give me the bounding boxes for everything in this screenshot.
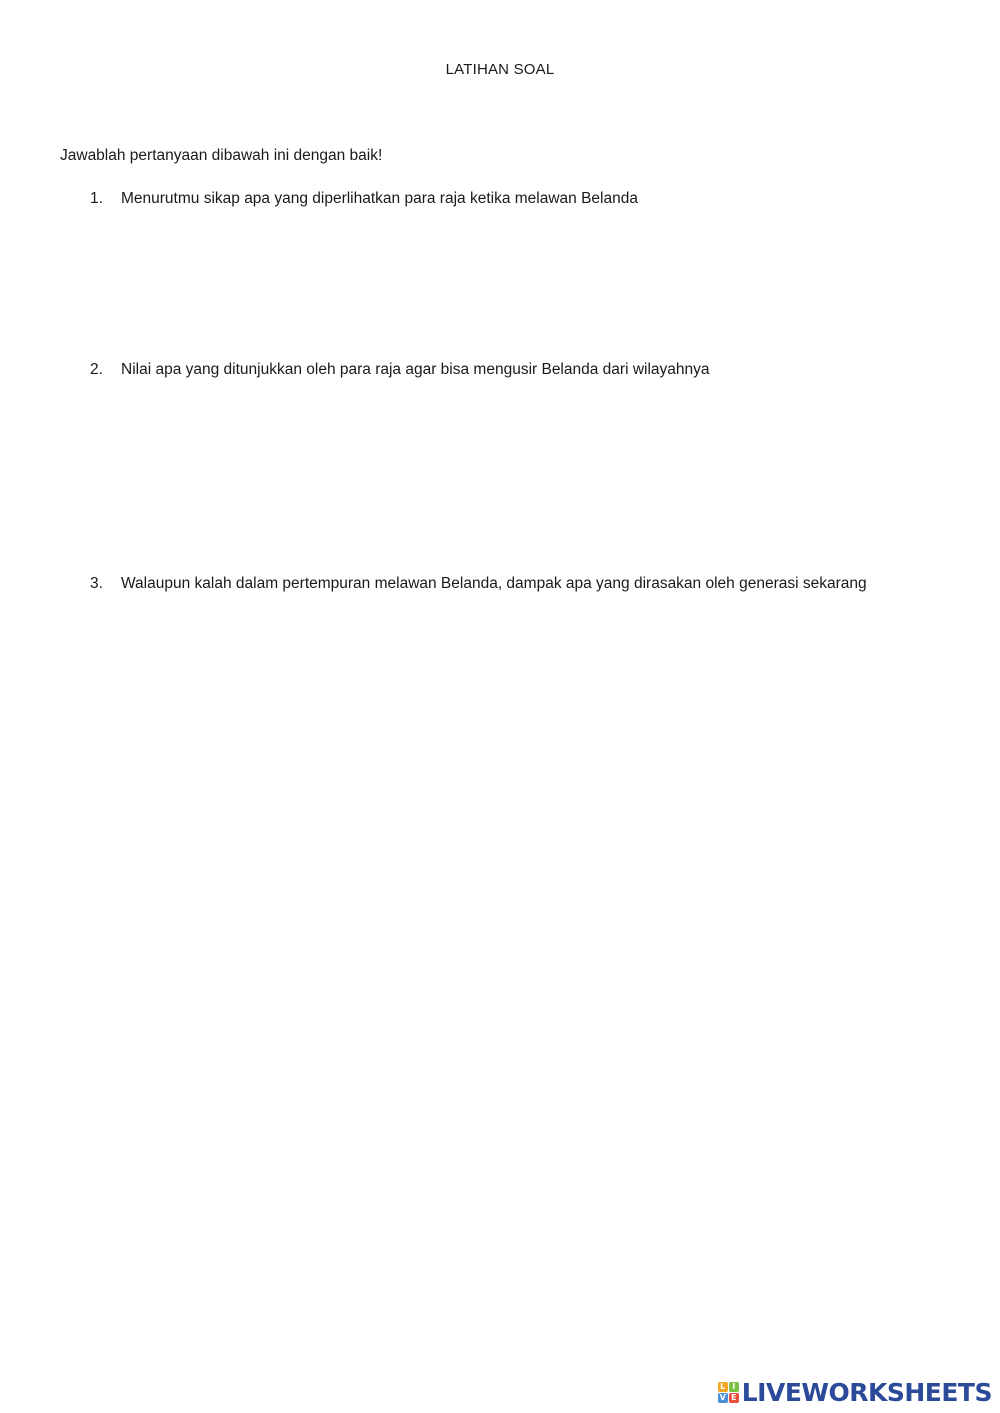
question-text: Menurutmu sikap apa yang diperlihatkan para raja ketika melawan Belanda [121,190,638,207]
logo-letter-i: I [729,1382,739,1392]
liveworksheets-logo-text: LIVEWORKSHEETS [741,1378,992,1407]
logo-letter-e: E [729,1393,739,1403]
logo-letter-v: V [719,1393,726,1402]
instruction-text: Jawablah pertanyaan dibawah ini dengan baik! [60,147,383,164]
liveworksheets-logo-icon [718,1382,739,1403]
question-text: Nilai apa yang ditunjukkan oleh para raja agar bisa mengusir Belanda dari wilayahnya [121,361,710,378]
question-text: Walaupun kalah dalam pertempuran melawan Belanda, dampak apa yang dirasakan oleh generasi sekarang [121,575,867,592]
page-title: LATIHAN SOAL [445,61,555,78]
question-1 [90,190,638,208]
question-number: 2. [90,361,103,378]
question-number: 1. [90,190,103,207]
question-number: 3. [90,575,103,592]
question-2 [90,361,710,379]
question-3 [90,575,867,593]
liveworksheets-logo [718,1378,992,1407]
logo-letter-l: L [718,1382,728,1392]
